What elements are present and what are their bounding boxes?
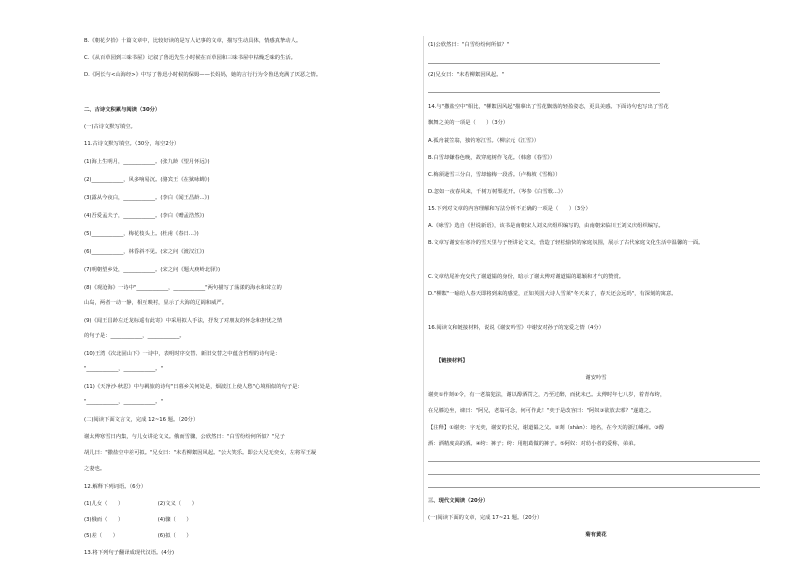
- text-line: (8)《观沧海》一诗中"____________，____________"两句描写了荡漾的海水和耸立的: [84, 285, 282, 291]
- note-line: 酒：酒精度高的酒。④绔：裤子；绔：用粗葛做的裤子。⑤阿奴：对幼小者的爱称，弟弟。: [428, 441, 639, 447]
- material-title: 谢安吟雪: [585, 375, 607, 381]
- material-line: 谢奕①作剡②令，有一老翁犯法，谢以醇酒罚之，乃至过醉，而犹未已。太傅时年七八岁，着青布绔，: [428, 392, 666, 398]
- passage-line: 之妻也。: [84, 466, 106, 472]
- text-line: (11)《天净沙·秋思》中与羁旅的诗句"日暮乡关何处是，烟波江上使人愁"心境相似的句子是：: [84, 384, 303, 390]
- column-divider: [423, 36, 424, 522]
- text-line: D.《阿长与<山海经>》中写了鲁迅小时候的保姆——长妈妈，她的言行行为令鲁迅充满了厌恶之情。: [84, 72, 322, 78]
- text-line: 的句子是：____________，____________。: [84, 333, 185, 339]
- text-line: (5)____________，梅花枝头上。(杜甫《春日...》): [84, 231, 199, 237]
- answer-line: [428, 63, 660, 64]
- question-11: 11.古诗文默写填空。（30分，每空2分）: [84, 141, 180, 147]
- section-heading: 二、古诗文积累与阅读（30分）: [84, 107, 161, 113]
- option-line: D.忽如一夜春风来，千树万树梨花开。（岑参《白雪歌...》）: [428, 189, 566, 195]
- text-line: "____________，____________。": [84, 399, 164, 405]
- text-line: (7)明朝望乡处，____________。(宋之问《题大庾岭北驿》): [84, 267, 221, 273]
- question-15: 15.下列对文章的内容理解和写法分析不正确的一项是（ ）（3分）: [428, 206, 591, 212]
- passage-line: 谢太傅寒雪日内集，与儿女讲论文义。俄而雪骤，公欣然曰："白雪纷纷何所似？"兄子: [84, 434, 285, 440]
- text-line: (4)吾爱孟夫子，____________。(李白《赠孟浩然》): [84, 213, 205, 219]
- article-title: 菊有黄花: [585, 532, 607, 538]
- section-heading: 三、现代文阅读（20分）: [428, 498, 489, 504]
- text-line: (1)海上生明月，____________。(张九龄《望月怀远》): [84, 159, 210, 165]
- text-line: (3)露从今夜白，____________。(李白《闻王昌龄...》): [84, 195, 210, 201]
- option-line: C.文章结尾补充交代了谢道韫的身份，暗示了谢太傅对谢道韫的聪颖和才气的赞赏。: [428, 274, 625, 280]
- question-14: 14.与"撒盐空中"相比，"柳絮因风起"描摹出了雪花飘落的轻盈姿态，更具美感。下面诗句也写出了雪花: [428, 104, 669, 110]
- text-line: 山岛，两者一动一静，相互映衬，显示了大海的辽阔和威严。: [84, 300, 228, 306]
- subsection-heading: (一)阅读下面的文章，完成 17~21 题。（20分）: [428, 515, 543, 521]
- text-line: (1)公欣然曰："白雪纷纷何所似？": [428, 42, 510, 48]
- text-line: (2)兄女曰："未若柳絮因风起。": [428, 72, 504, 78]
- subsection-heading: (二)阅读下面文言文，完成 12~16 题。（20分）: [84, 417, 199, 423]
- text-line: (3)俄而（ ） (4)骤（ ）: [84, 517, 192, 523]
- question-13: 13.将下列句子翻译成现代汉语。(4分): [84, 550, 175, 556]
- text-line: "____________，____________。": [84, 366, 164, 372]
- question-16: 16.阅读文和链接材料，说说《谢安吟雪》中谢安对孙子的宠爱之情（4分）: [428, 325, 604, 331]
- text-line: C.《从百草园到三味书屋》记叙了鲁迅先生小时候在百草园和三味书屋中枯燥乏味的生活。: [84, 55, 296, 61]
- text-line: (6)____________，林昏斜不见。(宋之问《渡汉江》): [84, 249, 205, 255]
- material-heading: 【链接材料】: [436, 358, 468, 364]
- option-line: C.梅须逊雪三分白，雪却输梅一段香。（卢梅坡《雪梅》）: [428, 172, 561, 178]
- question-12: 12.解释下列词语。（6分）: [84, 484, 147, 490]
- text-line: B.《朝花夕拾》十篇文章中，比较好读的是写人记事的文章，描写生动具体，情感真挚动人。: [84, 38, 302, 44]
- text-line: (1)儿女（ ） (2)文义（ ）: [84, 501, 197, 507]
- text-line: (10)王湾《次北固山下》一诗中，表明时序交替、新旧交替之中蕴含哲理的诗句是：: [84, 351, 281, 357]
- text-line: (9)《闻王昌龄左迁龙标遥有此寄》中采用拟人手法，抒发了对朋友的怀念和担忧之情: [84, 318, 283, 324]
- answer-line: [428, 487, 760, 488]
- note-line: 【注释】①谢奕：字无奕，谢安的长兄，谢道韫之父。②剡（shàn）：地名，在今天的浙江嵊州。③醇: [428, 425, 665, 431]
- text-line: (2)____________，风多响易沉。(骆宾王《在狱咏蝉》): [84, 177, 210, 183]
- option-line: B.白雪却嫌春色晚，故穿庭树作飞花。（韩愈《春雪》）: [428, 155, 556, 161]
- passage-line: 胡儿曰："撒盐空中差可拟。"兄女曰："未若柳絮因风起。"公大笑乐。即公大兄无奕女，左将军王凝: [84, 450, 317, 456]
- answer-line: [428, 461, 760, 462]
- text-line: 飘舞之美的一项是（ ）（3分）: [428, 120, 509, 126]
- option-line: D."柳絮"一喻给人春天即将到来的感觉，正如英国大诗人雪莱"冬天来了，春天还会远吗"，有深刻的寓意。: [428, 291, 677, 297]
- text-line: (5)差（ ） (6)拟（ ）: [84, 533, 192, 539]
- option-line: A.孤舟蓑笠翁，独钓寒江雪。（柳宗元《江雪》）: [428, 138, 540, 144]
- material-line: 在兄膝边坐，谏曰："阿兄，老翁可念，何可作此！"奕于是改容曰："阿奴③欲放去邪？"遂遣之。: [428, 408, 655, 414]
- answer-line: [428, 92, 660, 93]
- option-line: A.《咏雪》选自《世说新语》，该书是南朝宋人刘义庆组织编写的，由南朝宋临川王刘义庆组织编写。: [428, 223, 664, 229]
- answer-line: [428, 474, 760, 475]
- subsection-heading: (一)古诗文默写填空。: [84, 124, 136, 130]
- option-line: B.文章写谢安在寒冷的雪天里与子侄讲论文义，营造了轻松愉快的家庭氛围，展示了古代家庭文化生活中温馨的一面。: [428, 240, 704, 246]
